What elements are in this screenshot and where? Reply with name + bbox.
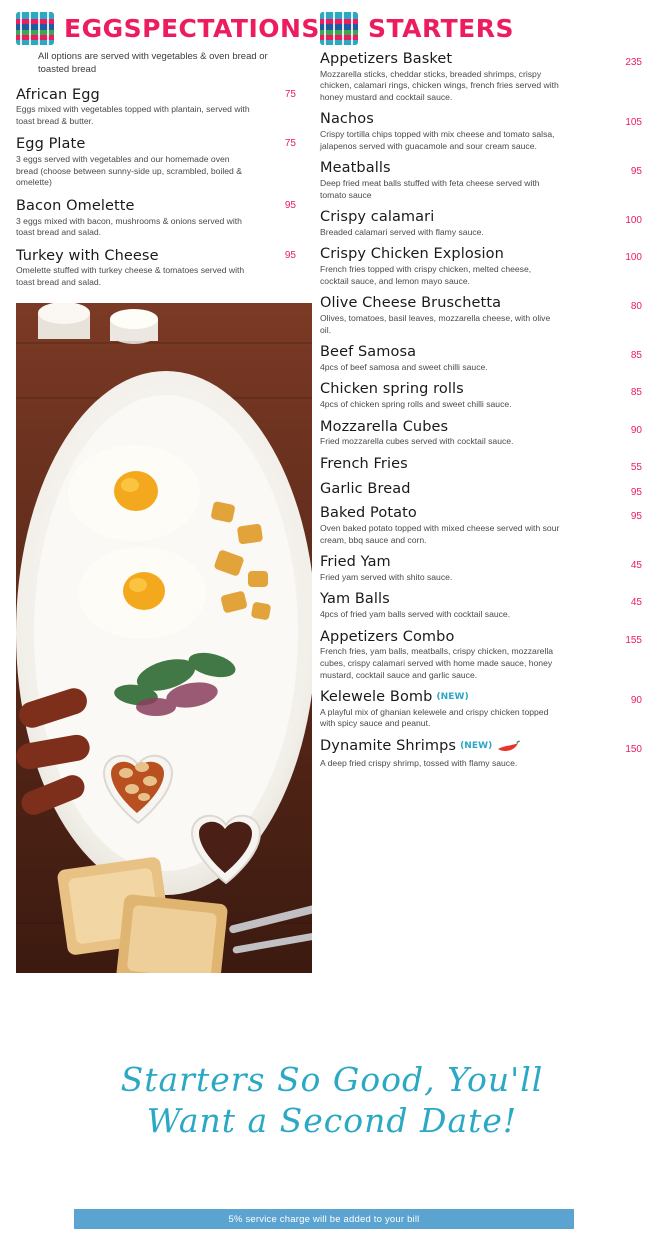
item-description: Olives, tomatoes, basil leaves, mozzarella cheese, with olive oil. <box>320 312 551 335</box>
item-description: Mozzarella sticks, cheddar sticks, breaded shrimps, crispy chicken, calamari rings, chicken wings, french fries served with honey mustard and cocktail sauce. <box>320 68 559 102</box>
eggspectations-title: EGGSPECTATIONS <box>64 14 320 43</box>
breakfast-platter-photo <box>16 303 312 973</box>
item-price: 75 <box>284 138 296 150</box>
item-price: 100 <box>625 215 642 227</box>
item-price: 55 <box>630 461 642 473</box>
menu-item <box>320 344 646 373</box>
menu-item <box>320 481 646 498</box>
item-price: 95 <box>630 511 642 523</box>
item-description: Omelette stuffed with turkey cheese & tomatoes served with toast bread and salad. <box>16 265 245 288</box>
item-description: Crispy tortilla chips topped with mix cheese and tomato salsa, jalapenos served with guacamole and sour cream sauce. <box>320 129 555 151</box>
item-price: 45 <box>630 560 642 572</box>
menu-item <box>320 738 646 769</box>
item-description: French fries topped with crispy chicken, melted cheese, cocktail sauce, and lemon mayo sauce. <box>320 264 532 286</box>
item-name: Crispy Chicken Explosion <box>320 246 504 263</box>
item-price: 45 <box>630 597 642 609</box>
item-name: Olive Cheese Bruschetta <box>320 295 502 312</box>
promo-line-1: Starters So Good, You'll <box>120 1059 544 1099</box>
item-name <box>320 738 590 757</box>
item-price: 85 <box>630 387 642 399</box>
item-name: Fried Yam <box>320 554 391 571</box>
menu-item <box>16 198 296 239</box>
item-price: 75 <box>284 88 296 100</box>
item-name: Bacon Omelette <box>16 197 135 214</box>
item-price: 80 <box>630 301 642 313</box>
item-name: Mozzarella Cubes <box>320 418 449 435</box>
item-description: Breaded calamari served with flamy sauce. <box>320 226 484 237</box>
item-price: 95 <box>630 486 642 498</box>
item-price: 90 <box>630 424 642 436</box>
item-name-text: Kelewele Bomb <box>320 689 433 706</box>
menu-item <box>320 689 646 730</box>
item-description: 4pcs of beef samosa and sweet chilli sauce. <box>320 361 488 372</box>
menu-item <box>320 295 646 336</box>
item-description: 4pcs of chicken spring rolls and sweet chilli sauce. <box>320 399 512 410</box>
item-price: 95 <box>284 249 296 261</box>
eggspectations-header <box>16 12 320 45</box>
item-price: 90 <box>630 695 642 707</box>
menu-item <box>320 629 646 681</box>
item-name-text: Dynamite Shrimps <box>320 738 457 754</box>
item-description: French fries, yam balls, meatballs, crispy chicken, mozzarella cubes, crispy calamari served with home made sauce, honey mustard, cocktail sauce and garlic sauce. <box>320 646 554 680</box>
item-name: Baked Potato <box>320 505 417 522</box>
item-price: 155 <box>625 634 642 646</box>
item-price: 95 <box>284 199 296 211</box>
menu-item <box>320 51 646 103</box>
item-description: Deep fried meat balls stuffed with feta cheese served with tomato sauce <box>320 177 540 200</box>
item-name: Yam Balls <box>320 591 390 608</box>
item-name: African Egg <box>16 86 100 103</box>
menu-item <box>16 248 296 289</box>
item-name: Turkey with Cheese <box>16 247 159 264</box>
item-name: Beef Samosa <box>320 344 417 361</box>
starters-section <box>310 12 664 973</box>
promo-line-2: Want a Second Date! <box>146 1101 518 1140</box>
menu-item <box>16 136 296 188</box>
starters-header <box>320 12 646 45</box>
starters-title: STARTERS <box>368 14 514 43</box>
service-charge-notice: 5% service charge will be added to your bill <box>74 1209 574 1229</box>
item-description: Fried mozzarella cubes served with cocktail sauce. <box>320 436 514 447</box>
menu-item <box>320 246 646 287</box>
menu-item <box>320 456 646 473</box>
item-name: Chicken spring rolls <box>320 381 464 398</box>
menu-item <box>16 87 296 128</box>
chili-pepper-icon <box>496 740 520 756</box>
item-price: 85 <box>630 350 642 362</box>
item-name <box>320 689 590 706</box>
item-description: A playful mix of ghanian kelewele and crispy chicken topped with spicy sauce and peanut. <box>320 706 549 729</box>
item-name: Nachos <box>320 111 374 128</box>
item-description: Fried yam served with shito sauce. <box>320 571 453 582</box>
menu-item <box>320 160 646 201</box>
menu-item <box>320 381 646 410</box>
item-name: French Fries <box>320 455 408 472</box>
item-description: Oven baked potato topped with mixed cheese served with sour cream, bbq sauce and corn. <box>320 522 560 545</box>
new-badge: (NEW) <box>436 692 469 703</box>
item-price: 100 <box>625 252 642 264</box>
item-description: 3 eggs mixed with bacon, mushrooms & onions served with toast bread and salad. <box>16 215 242 238</box>
item-name: Garlic Bread <box>320 480 411 497</box>
item-price: 105 <box>625 117 642 129</box>
kente-pattern-icon <box>320 12 358 45</box>
menu-item <box>320 209 646 238</box>
menu-item <box>320 554 646 583</box>
promo-banner <box>0 1040 664 1160</box>
eggspectations-note: All options are served with vegetables & oven bread or toasted bread <box>38 51 268 75</box>
menu-item <box>320 111 646 152</box>
item-price: 95 <box>630 166 642 178</box>
item-name: Meatballs <box>320 160 391 177</box>
item-description: Eggs mixed with vegetables topped with plantain, served with toast bread & butter. <box>16 104 250 126</box>
menu-item <box>320 505 646 546</box>
item-description: 3 eggs served with vegetables and our homemade oven bread (choose between sunny-side up, scrambled, boiled & omelette) <box>16 154 242 188</box>
menu-item <box>320 591 646 620</box>
item-name: Egg Plate <box>16 136 86 153</box>
item-price: 235 <box>625 57 642 68</box>
menu-item <box>320 419 646 448</box>
item-name: Crispy calamari <box>320 209 435 226</box>
item-description: 4pcs of fried yam balls served with cocktail sauce. <box>320 609 511 620</box>
kente-pattern-icon <box>16 12 54 45</box>
item-name: Appetizers Combo <box>320 628 455 645</box>
eggspectations-section <box>0 12 320 973</box>
item-description: A deep fried crispy shrimp, tossed with flamy sauce. <box>320 757 518 768</box>
item-name: Appetizers Basket <box>320 51 453 67</box>
item-price: 150 <box>625 744 642 755</box>
new-badge: (NEW) <box>460 741 493 751</box>
